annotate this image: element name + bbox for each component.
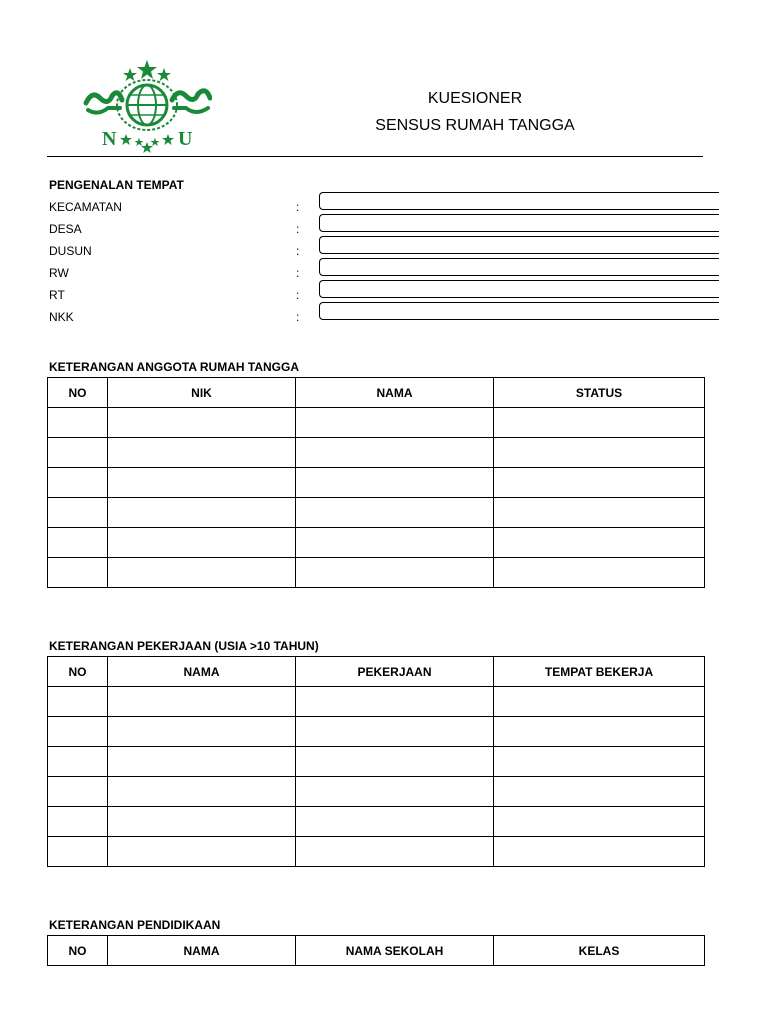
table-cell[interactable] xyxy=(108,438,296,468)
field-colon: : xyxy=(296,244,300,258)
section-title-members: KETERANGAN ANGGOTA RUMAH TANGGA xyxy=(49,360,299,374)
table-row xyxy=(48,717,705,747)
education-table xyxy=(47,935,705,966)
logo-star-icon xyxy=(151,138,160,146)
table-cell[interactable] xyxy=(494,687,705,717)
logo-star-icon xyxy=(157,68,171,81)
table-cell[interactable] xyxy=(296,807,494,837)
table-row xyxy=(48,558,705,588)
table-header-row xyxy=(48,657,705,687)
table-cell[interactable] xyxy=(108,687,296,717)
column-header-nama: NAMA xyxy=(108,657,296,687)
table-cell[interactable] xyxy=(296,558,494,588)
field-colon: : xyxy=(296,310,300,324)
table-cell[interactable] xyxy=(494,747,705,777)
logo-star-icon xyxy=(123,68,137,81)
field-colon: : xyxy=(296,288,300,302)
logo-star-icon xyxy=(162,134,174,145)
table-cell[interactable] xyxy=(296,717,494,747)
section-title-jobs: KETERANGAN PEKERJAAN (USIA >10 TAHUN) xyxy=(49,639,319,653)
table-cell[interactable] xyxy=(296,528,494,558)
field-input-kecamatan[interactable] xyxy=(319,192,719,210)
table-cell[interactable] xyxy=(48,438,108,468)
table-cell[interactable] xyxy=(296,438,494,468)
table-cell[interactable] xyxy=(108,807,296,837)
table-row xyxy=(48,687,705,717)
table-cell[interactable] xyxy=(108,498,296,528)
column-header-no: NO xyxy=(48,378,108,408)
table-cell[interactable] xyxy=(108,408,296,438)
column-header-pekerjaan: PEKERJAAN xyxy=(296,657,494,687)
column-header-nama: NAMA xyxy=(108,936,296,966)
table-cell[interactable] xyxy=(48,558,108,588)
table-cell[interactable] xyxy=(494,807,705,837)
field-label-rw: RW xyxy=(49,266,69,280)
field-input-desa[interactable] xyxy=(319,214,719,232)
logo-letter-n: N xyxy=(102,128,117,150)
table-cell[interactable] xyxy=(48,747,108,777)
field-label-kecamatan: KECAMATAN xyxy=(49,200,122,214)
table-row xyxy=(48,438,705,468)
table-header-row xyxy=(48,378,705,408)
field-input-rw[interactable] xyxy=(319,258,719,276)
column-header-no: NO xyxy=(48,657,108,687)
jobs-table xyxy=(47,656,705,867)
field-colon: : xyxy=(296,200,300,214)
field-label-desa: DESA xyxy=(49,222,82,236)
table-row xyxy=(48,747,705,777)
logo-letter-u: U xyxy=(178,128,193,150)
table-cell[interactable] xyxy=(108,528,296,558)
table-cell[interactable] xyxy=(48,528,108,558)
table-cell[interactable] xyxy=(48,408,108,438)
logo-star-icon xyxy=(141,142,153,153)
table-row xyxy=(48,528,705,558)
column-header-kelas: KELAS xyxy=(494,936,705,966)
table-row xyxy=(48,498,705,528)
field-colon: : xyxy=(296,222,300,236)
table-cell[interactable] xyxy=(48,777,108,807)
table-cell[interactable] xyxy=(48,687,108,717)
table-cell[interactable] xyxy=(108,558,296,588)
field-input-nkk[interactable] xyxy=(319,302,719,320)
field-label-nkk: NKK xyxy=(49,310,74,324)
field-label-rt: RT xyxy=(49,288,65,302)
field-input-dusun[interactable] xyxy=(319,236,719,254)
table-cell[interactable] xyxy=(296,837,494,867)
table-cell[interactable] xyxy=(108,717,296,747)
header-divider xyxy=(47,156,703,157)
table-row xyxy=(48,837,705,867)
column-header-tempat-bekerja: TEMPAT BEKERJA xyxy=(494,657,705,687)
table-cell[interactable] xyxy=(494,717,705,747)
members-table xyxy=(47,377,705,588)
table-cell[interactable] xyxy=(48,468,108,498)
table-cell[interactable] xyxy=(296,468,494,498)
table-cell[interactable] xyxy=(494,468,705,498)
table-cell[interactable] xyxy=(494,498,705,528)
table-row xyxy=(48,807,705,837)
table-cell[interactable] xyxy=(48,807,108,837)
table-cell[interactable] xyxy=(108,777,296,807)
table-cell[interactable] xyxy=(494,558,705,588)
column-header-nama-sekolah: NAMA SEKOLAH xyxy=(296,936,494,966)
table-row xyxy=(48,468,705,498)
table-header-row xyxy=(48,936,705,966)
table-cell[interactable] xyxy=(296,408,494,438)
table-row xyxy=(48,777,705,807)
table-cell[interactable] xyxy=(48,717,108,747)
field-colon: : xyxy=(296,266,300,280)
title-line-2: SENSUS RUMAH TANGGA xyxy=(375,117,575,134)
section-title-education: KETERANGAN PENDIDIKAAN xyxy=(49,918,221,932)
logo-star-icon xyxy=(135,138,144,146)
column-header-no: NO xyxy=(48,936,108,966)
table-cell[interactable] xyxy=(108,837,296,867)
nu-logo xyxy=(82,58,212,156)
table-cell[interactable] xyxy=(296,747,494,777)
field-label-dusun: DUSUN xyxy=(49,244,92,258)
table-row xyxy=(48,408,705,438)
table-cell[interactable] xyxy=(108,747,296,777)
table-cell[interactable] xyxy=(494,837,705,867)
table-cell[interactable] xyxy=(296,498,494,528)
table-cell[interactable] xyxy=(494,528,705,558)
column-header-status: STATUS xyxy=(494,378,705,408)
column-header-nama: NAMA xyxy=(296,378,494,408)
table-cell[interactable] xyxy=(296,687,494,717)
field-input-rt[interactable] xyxy=(319,280,719,298)
table-cell[interactable] xyxy=(494,777,705,807)
logo-star-icon xyxy=(137,60,157,79)
logo-star-icon xyxy=(120,134,132,145)
table-cell[interactable] xyxy=(296,777,494,807)
table-cell[interactable] xyxy=(494,438,705,468)
table-cell[interactable] xyxy=(48,837,108,867)
section-title-place: PENGENALAN TEMPAT xyxy=(49,178,184,192)
column-header-nik: NIK xyxy=(108,378,296,408)
table-cell[interactable] xyxy=(108,468,296,498)
table-cell[interactable] xyxy=(494,408,705,438)
title-line-1: KUESIONER xyxy=(427,90,523,107)
table-cell[interactable] xyxy=(48,498,108,528)
